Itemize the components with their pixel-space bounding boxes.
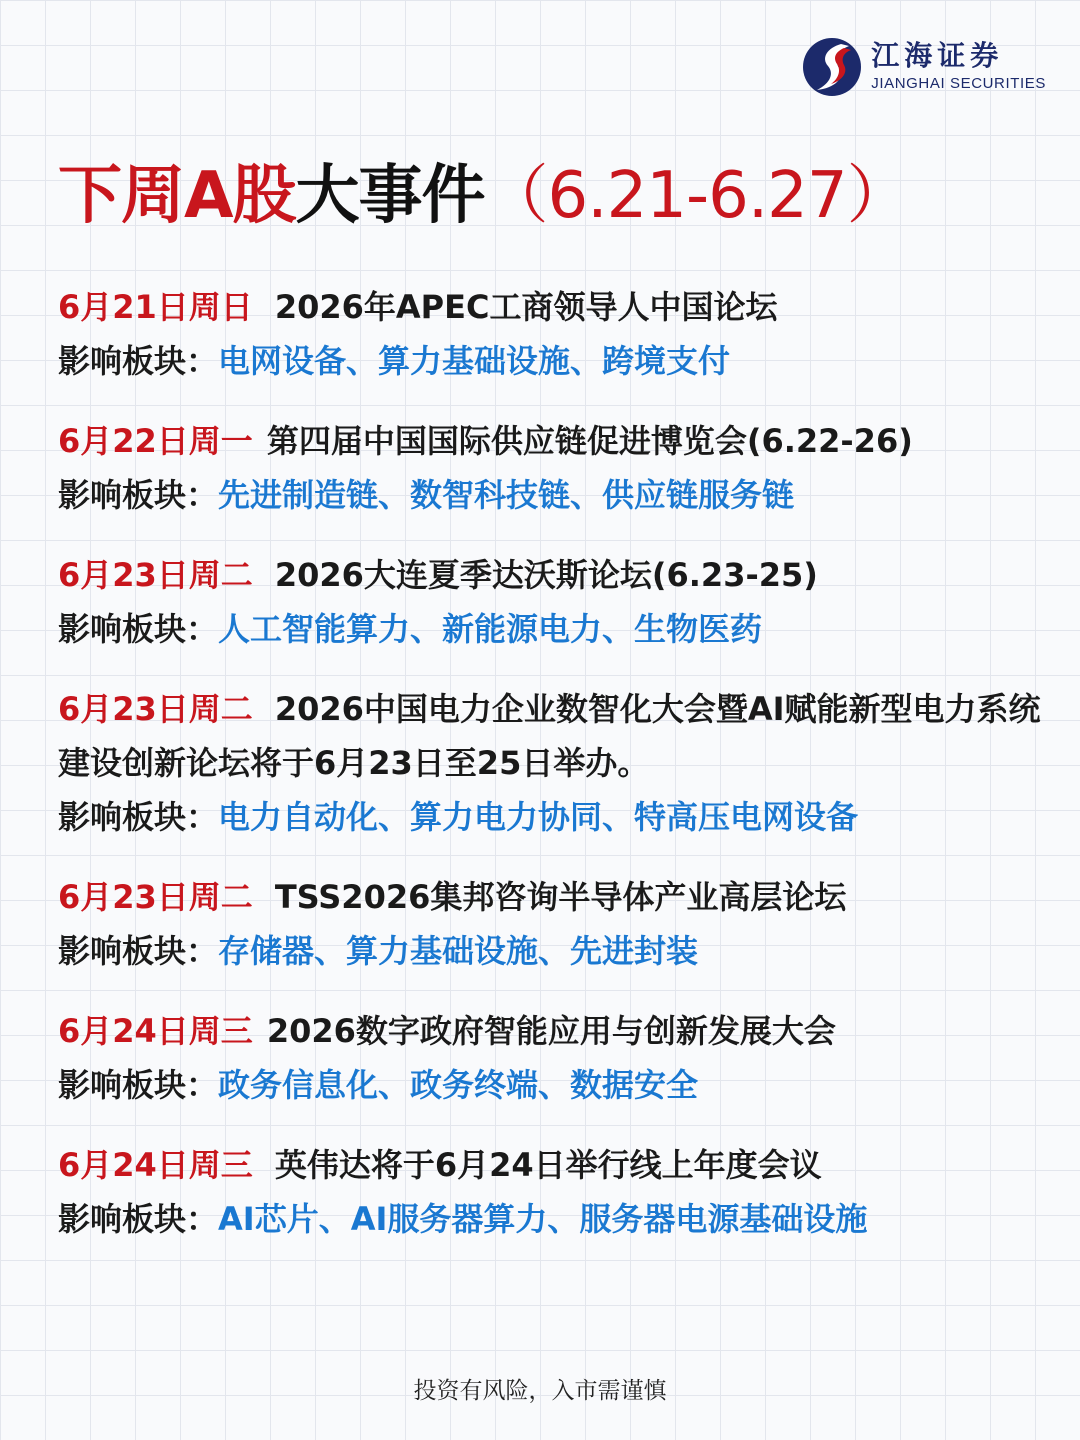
event-date: 6月22日周一: [58, 422, 253, 460]
title-part2: 大事件: [295, 159, 485, 233]
sector-label: 影响板块：: [58, 342, 219, 380]
event-date: 6月24日周三: [58, 1146, 253, 1184]
event-date: 6月23日周二: [58, 556, 253, 594]
event-headline: [58, 414, 1048, 468]
event-title: 2026年APEC工商领导人中国论坛: [274, 288, 778, 326]
event-title: 2026数字政府智能应用与创新发展大会: [266, 1012, 836, 1050]
sector-label: 影响板块：: [58, 1200, 219, 1238]
event-item: [58, 1138, 1048, 1246]
event-date: 6月23日周二: [58, 878, 253, 916]
sector-label: 影响板块：: [58, 610, 219, 648]
event-item: [58, 1004, 1048, 1112]
event-title: 英伟达将于6月24日举行线上年度会议: [274, 1146, 822, 1184]
jianghai-logo-icon: [801, 36, 863, 98]
event-item: [58, 280, 1048, 388]
event-date: 6月23日周二: [58, 690, 253, 728]
event-headline: [58, 682, 1048, 790]
event-headline: [58, 280, 1048, 334]
event-sectors: [58, 1192, 1048, 1246]
sector-list: 人工智能算力、新能源电力、生物医药: [218, 610, 763, 648]
event-date: 6月21日周日: [58, 288, 253, 326]
sector-label: 影响板块：: [58, 798, 219, 836]
title-date-range: （6.21-6.27）: [484, 159, 910, 233]
risk-disclaimer: 投资有风险，入市需谨慎: [413, 1378, 667, 1404]
sector-list: 电网设备、算力基础设施、跨境支付: [218, 342, 731, 380]
event-sectors: [58, 602, 1048, 656]
sector-label: 影响板块：: [58, 1066, 219, 1104]
event-headline: [58, 1138, 1048, 1192]
event-sectors: [58, 924, 1048, 978]
event-item: [58, 548, 1048, 656]
event-title: 2026大连夏季达沃斯论坛(6.23-25): [274, 556, 818, 594]
sector-list: 政务信息化、政务终端、数据安全: [218, 1066, 699, 1104]
brand-name-cn: 江海证券: [871, 39, 1004, 73]
event-headline: [58, 548, 1048, 602]
sector-list: 存储器、算力基础设施、先进封装: [218, 932, 699, 970]
event-sectors: [58, 1058, 1048, 1112]
page-title: [58, 158, 910, 234]
brand-text: [871, 41, 1046, 93]
event-sectors: [58, 790, 1048, 844]
event-item: [58, 414, 1048, 522]
event-sectors: [58, 334, 1048, 388]
sector-label: 影响板块：: [58, 476, 219, 514]
event-date: 6月24日周三: [58, 1012, 253, 1050]
sector-label: 影响板块：: [58, 932, 219, 970]
sector-list: 先进制造链、数智科技链、供应链服务链: [218, 476, 795, 514]
sector-list: 电力自动化、算力电力协同、特高压电网设备: [218, 798, 859, 836]
event-list: [58, 280, 1048, 1272]
event-item: [58, 682, 1048, 844]
title-part1: 下周A股: [58, 159, 296, 233]
sector-list: AI芯片、AI服务器算力、服务器电源基础设施: [218, 1200, 868, 1238]
event-title: 第四届中国国际供应链促进博览会(6.22-26): [266, 422, 913, 460]
brand-name-en: JIANGHAI SECURITIES: [871, 74, 1046, 92]
event-title: 2026中国电力企业数智化大会暨AI赋能新型电力系统建设创新论坛将于6月23日至25日举办。: [58, 690, 1041, 782]
event-headline: [58, 870, 1048, 924]
event-headline: [58, 1004, 1048, 1058]
brand-logo: [801, 36, 1046, 98]
event-item: [58, 870, 1048, 978]
event-sectors: [58, 468, 1048, 522]
event-title: TSS2026集邦咨询半导体产业高层论坛: [274, 878, 847, 916]
